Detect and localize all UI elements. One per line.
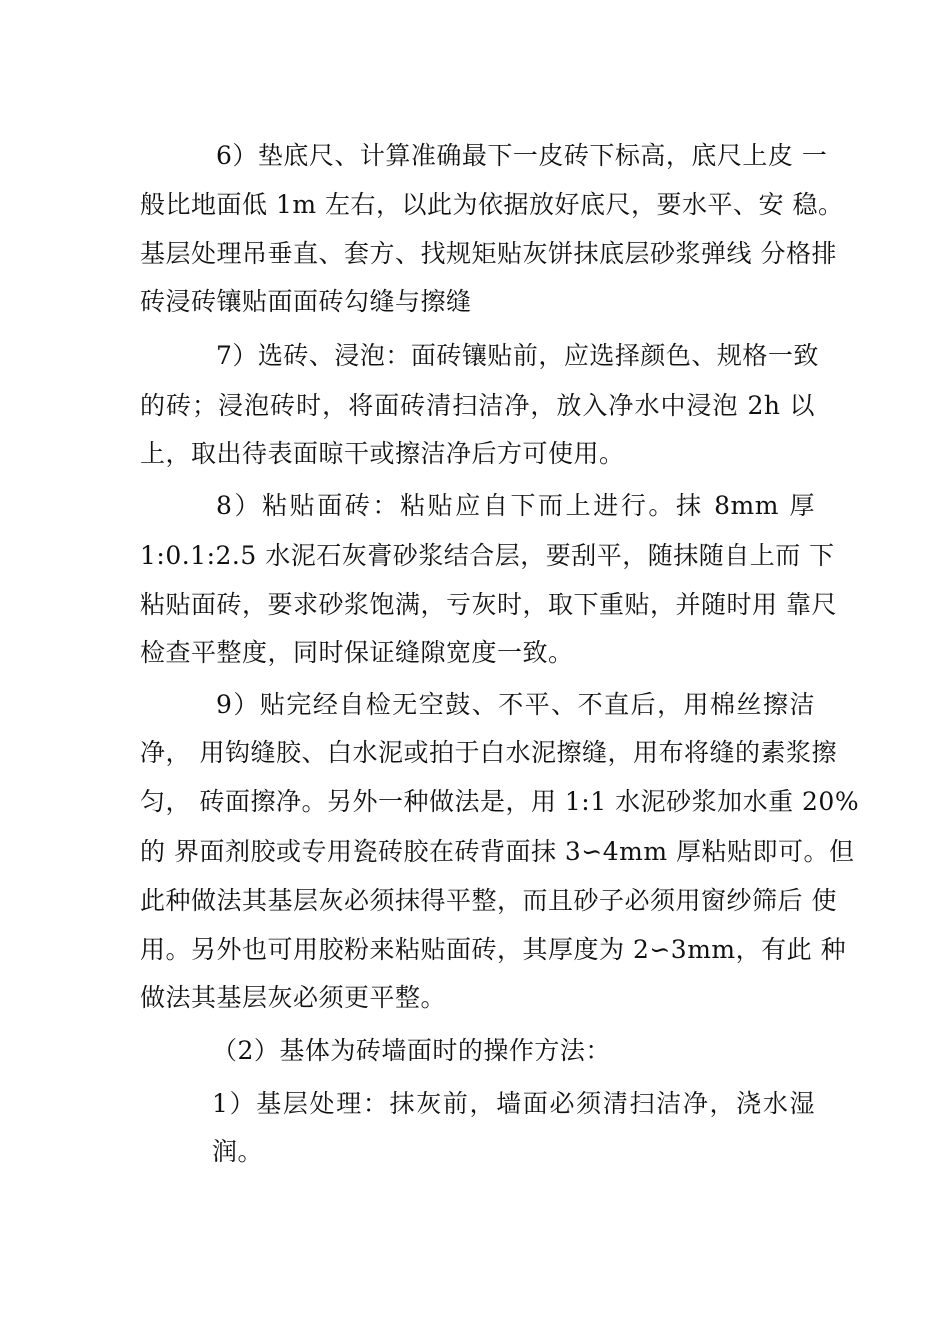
paragraph-9-line-4: 的 界面剂胶或专用瓷砖胶在砖背面抹 3∽4mm 厚粘贴即可。但 <box>140 837 855 866</box>
paragraph-9-line-5: 此种做法其基层灰必须抹得平整，而且砂子必须用窗纱筛后 使 <box>140 886 837 915</box>
paragraph-6-line-2: 般比地面低 1m 左右，以此为依据放好底尺，要水平、安 稳。 <box>140 190 844 219</box>
paragraph-6-line-4: 砖浸砖镶贴面面砖勾缝与擦缝 <box>140 287 472 316</box>
paragraph-7-line-2: 的砖；浸泡砖时，将面砖清扫洁净，放入净水中浸泡 2h 以 <box>140 391 815 420</box>
paragraph-1-line-2: 润。 <box>212 1137 264 1166</box>
section-heading: （2）基体为砖墙面时的操作方法： <box>212 1036 611 1065</box>
paragraph-9-line-1: 9）贴完经自检无空鼓、不平、不直后，用棉丝擦洁 <box>216 690 815 719</box>
paragraph-8-line-1: 8）粘贴面砖：粘贴应自下而上进行。抹 8mm 厚 <box>216 491 815 520</box>
paragraph-7-line-1: 7）选砖、浸泡：面砖镶贴前，应选择颜色、规格一致 <box>216 341 819 370</box>
paragraph-9-line-2: 净， 用钩缝胶、白水泥或拍于白水泥擦缝，用布将缝的素浆擦 <box>140 738 837 767</box>
paragraph-9-line-6: 用。另外也可用胶粉来粘贴面砖，其厚度为 2∽3mm，有此 种 <box>140 935 847 964</box>
paragraph-6-line-1: 6）垫底尺、计算准确最下一皮砖下标高，底尺上皮 一 <box>216 141 828 170</box>
paragraph-1-line-1: 1）基层处理：抹灰前，墙面必须清扫洁净，浇水湿 <box>212 1089 815 1118</box>
paragraph-6-line-3: 基层处理吊垂直、套方、找规矩贴灰饼抹底层砂浆弹线 分格排 <box>140 239 837 268</box>
paragraph-9-line-3: 匀， 砖面擦净。另外一种做法是，用 1:1 水泥砂浆加水重 20% <box>140 787 860 816</box>
paragraph-9-line-7: 做法其基层灰必须更平整。 <box>140 983 447 1012</box>
paragraph-8-line-2: 1:0.1:2.5 水泥石灰膏砂浆结合层，要刮平，随抹随自上而 下 <box>140 541 835 570</box>
paragraph-8-line-4: 检查平整度，同时保证缝隙宽度一致。 <box>140 638 574 667</box>
paragraph-7-line-3: 上，取出待表面晾干或擦洁净后方可使用。 <box>140 439 625 468</box>
paragraph-8-line-3: 粘贴面砖，要求砂浆饱满，亏灰时，取下重贴，并随时用 靠尺 <box>140 590 837 619</box>
